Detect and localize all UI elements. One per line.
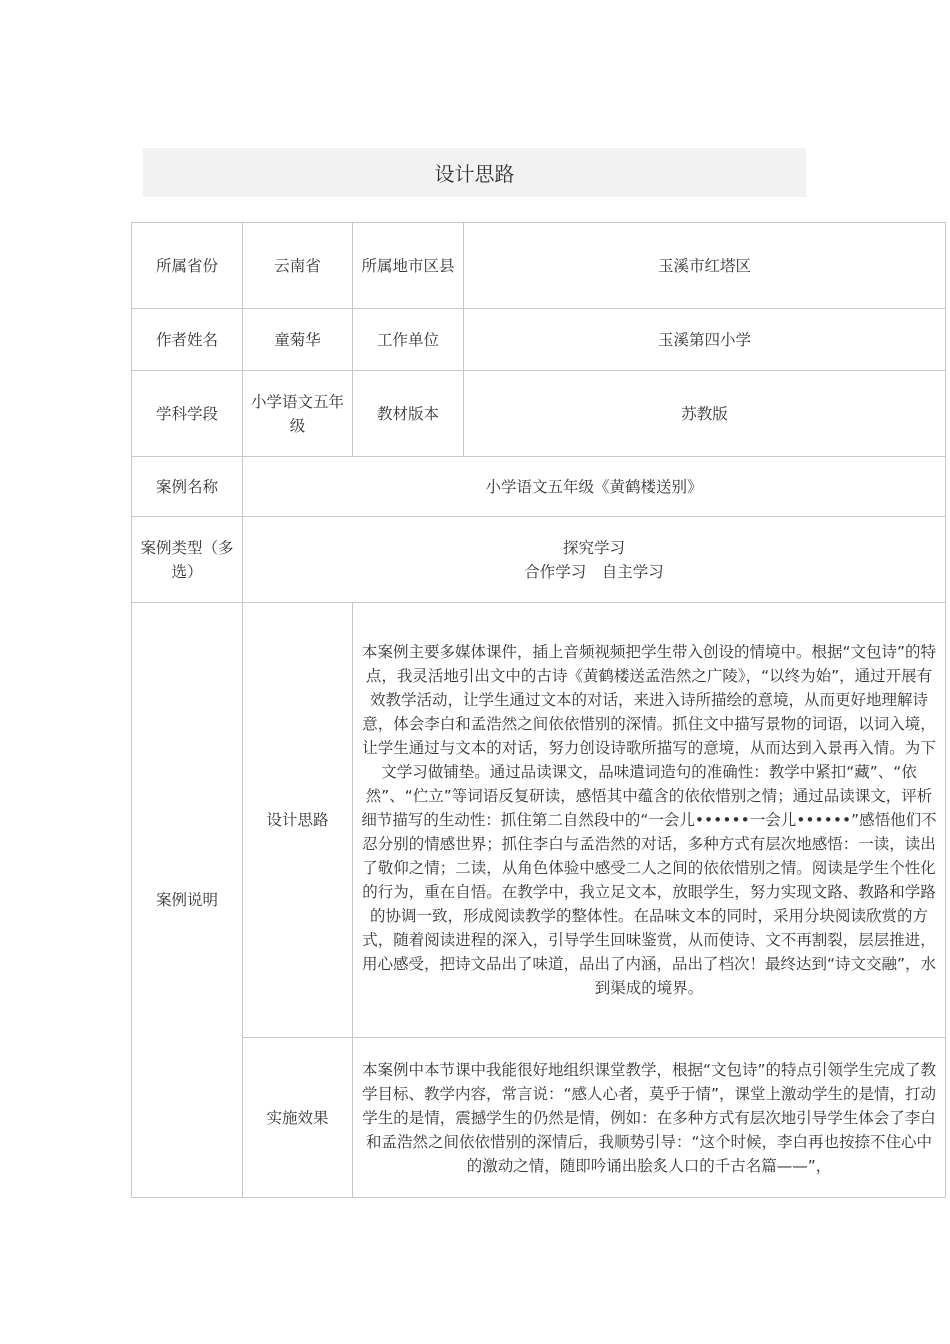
city-label: 所属地市区县: [353, 223, 464, 309]
table-row: [132, 1038, 946, 1198]
effect-text: 本案例中本节课中我能很好地组织课堂教学，根据“文包诗”的特点引领学生完成了教学目标、教学内容，常言说：“感人心者，莫乎于情”，课堂上激动学生的是情，打动学生的是情，震撼学生的仍然是情，例如：在多种方式有层次地引导学生体会了李白和孟浩然之间依依惜别的深情后，我顺势引导：“这个时候，李白再也按捺不住心中的激动之情，随即吟诵出脍炙人口的千古名篇——”，: [353, 1038, 946, 1198]
textbook-value: 苏教版: [464, 371, 946, 457]
textbook-label: 教材版本: [353, 371, 464, 457]
unit-label: 工作单位: [353, 309, 464, 371]
subject-value: 小学语文五年级: [243, 371, 353, 457]
table-row: [132, 517, 946, 603]
case-name-value: 小学语文五年级《黄鹤楼送别》: [243, 457, 946, 517]
unit-value: 玉溪第四小学: [464, 309, 946, 371]
province-value: 云南省: [243, 223, 353, 309]
table-row: [132, 309, 946, 371]
case-type-line-2: 合作学习 自主学习: [524, 562, 664, 581]
table-row: [132, 457, 946, 517]
case-type-value: [243, 517, 946, 603]
case-name-label: 案例名称: [132, 457, 243, 517]
design-label: 设计思路: [243, 603, 353, 1038]
author-value: 童菊华: [243, 309, 353, 371]
subject-label: 学科学段: [132, 371, 243, 457]
case-desc-label: 案例说明: [132, 603, 243, 1198]
province-label: 所属省份: [132, 223, 243, 309]
table-row: [132, 371, 946, 457]
author-label: 作者姓名: [132, 309, 243, 371]
table-row: [132, 603, 946, 1038]
case-type-line-1: 探究学习: [562, 538, 625, 557]
table-row: [132, 223, 946, 309]
case-type-label: 案例类型（多选）: [132, 517, 243, 603]
page-title: 设计思路: [143, 148, 806, 197]
effect-label: 实施效果: [243, 1038, 353, 1198]
design-text: 本案例主要多媒体课件，插上音频视频把学生带入创设的情境中。根据“文包诗”的特点，我灵活地引出文中的古诗《黄鹤楼送孟浩然之广陵》，“以终为始”，通过开展有效教学活动，让学生通过文本的对话，来进入诗所描绘的意境，从而更好地理解诗意，体会李白和孟浩然之间依依惜别的深情。抓住文中描写景物的词语，以词入境，让学生通过与文本的对话，努力创设诗歌所描写的意境，从而达到入景再入情。为下文学习做铺垫。通过品读课文，品味遣词造句的准确性：教学中紧扣“藏”、“依然”、“伫立”等词语反复研读，感悟其中蕴含的依依惜别之情；通过品读课文，评析细节描写的生动性：抓住第二自然段中的“一会儿••••••一会儿••••••”感悟他们不忍分别的情感世界；抓住李白与孟浩然的对话，多种方式有层次地感悟：一读，读出了敬仰之情；二读，从角色体验中感受二人之间的依依惜别之情。阅读是学生个性化的行为，重在自悟。在教学中，我立足文本，放眼学生，努力实现文路、教路和学路的协调一致，形成阅读教学的整体性。在品味文本的同时，采用分块阅读欣赏的方式，随着阅读进程的深入，引导学生回味鉴赏，从而使诗、文不再割裂，层层推进，用心感受，把诗文品出了味道，品出了内涵，品出了档次！最终达到“诗文交融”，水到渠成的境界。: [353, 603, 946, 1038]
case-info-table: [131, 222, 946, 1198]
city-value: 玉溪市红塔区: [464, 223, 946, 309]
